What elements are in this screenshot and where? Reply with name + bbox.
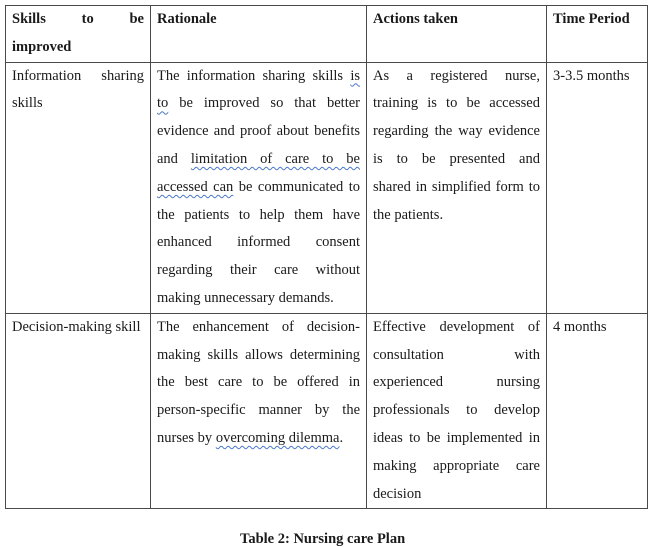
header-actions: Actions taken [367,6,547,63]
skill-cell: Information sharing skills [6,62,151,313]
time-cell: 3-3.5 months [547,62,648,313]
rationale-cell: The information sharing skills is to be improved so that better evidence and proof about benefits and limitation of care to be accessed can be communicated to the patients to help them have enhanced informed consent regarding their care without making unnecessary demands. [151,62,367,313]
rationale-cell: The enhancement of decision-making skills allows determining the best care to be offered in person-specific manner by the nurses by overcoming dilemma. [151,313,367,509]
care-plan-table [5,5,648,509]
header-skills: Skills to be improved [6,6,151,63]
header-row [6,6,648,63]
actions-cell: Effective development of consultation with experienced nursing professionals to develop ideas to be implemented in making appropriate care decision [367,313,547,509]
table-row [6,62,648,313]
actions-cell: As a registered nurse, training is to be accessed regarding the way evidence is to be presented and shared in simplified form to the patients. [367,62,547,313]
header-time-period: Time Period [547,6,648,63]
header-rationale: Rationale [151,6,367,63]
table-row [6,313,648,509]
time-cell: 4 months [547,313,648,509]
skill-cell: Decision-making skill [6,313,151,509]
table-caption: Table 2: Nursing care Plan [240,531,406,547]
